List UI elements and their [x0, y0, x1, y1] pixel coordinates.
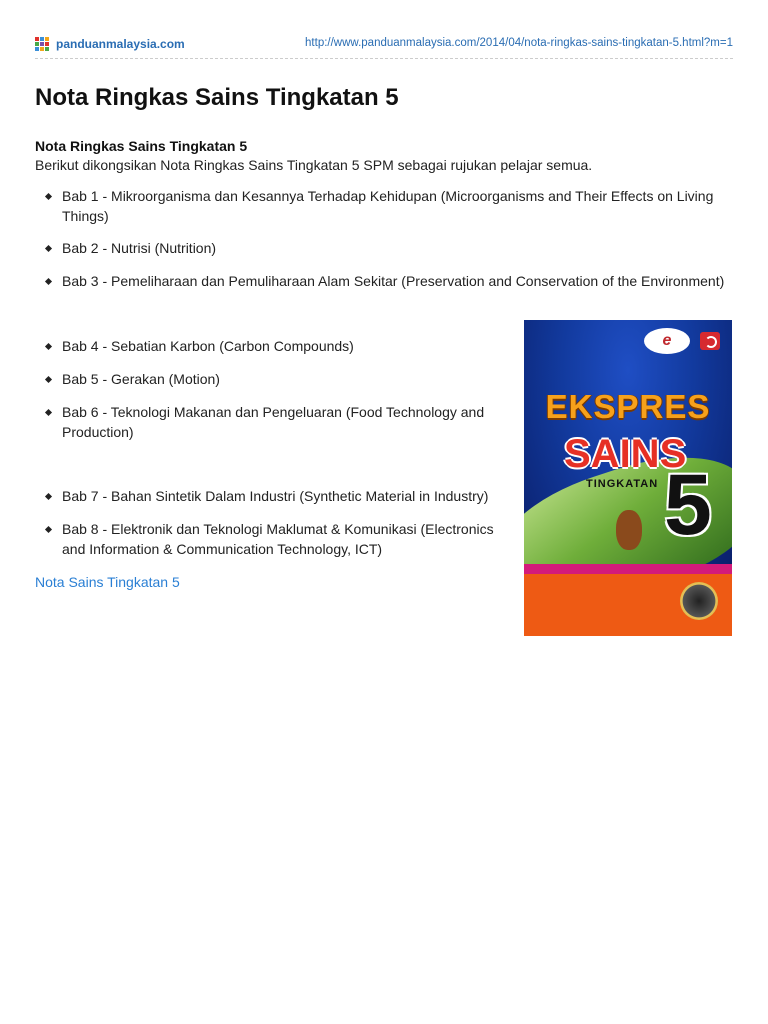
chapter-item [62, 272, 742, 292]
chapter-text: Bab 1 - Mikroorganisma dan Kesannya Terhadap Kehidupan (Microorganisms and Their Effects on Living Things) [62, 188, 714, 224]
favicon-square [45, 37, 49, 41]
bullet-icon [45, 343, 52, 350]
cover-level-number: 5 [664, 457, 712, 553]
favicon-square [45, 42, 49, 46]
favicon-square [45, 47, 49, 51]
chapter-text: Bab 5 - Gerakan (Motion) [62, 371, 220, 387]
cover-subject-title: SAINS [564, 432, 687, 476]
page-url[interactable]: http://www.panduanmalaysia.com/2014/04/nota-ringkas-sains-tingkatan-5.html?m=1 [305, 37, 733, 49]
favicon-square [35, 42, 39, 46]
chapter-item [62, 487, 512, 507]
bullet-icon [45, 245, 52, 252]
chapter-text: Bab 8 - Elektronik dan Teknologi Maklumat & Komunikasi (Electronics and Information & Communication Technology, ICT) [62, 521, 494, 557]
favicon-square [40, 42, 44, 46]
nota-sains-link[interactable]: Nota Sains Tingkatan 5 [35, 574, 180, 590]
chapter-item [62, 239, 742, 259]
chapter-item [62, 337, 512, 357]
ebook-badge: e [644, 328, 690, 354]
chapter-item [62, 370, 512, 390]
chapter-text: Bab 6 - Teknologi Makanan dan Pengeluaran (Food Technology and Production) [62, 404, 485, 440]
cover-series-title: EKSPRES [545, 388, 711, 425]
cover-level-label: TINGKATAN [586, 478, 659, 490]
cover-band [524, 564, 732, 574]
chapter-item [62, 403, 512, 442]
chapter-text: Bab 7 - Bahan Sintetik Dalam Industri (Synthetic Material in Industry) [62, 488, 489, 504]
favicon-square [40, 37, 44, 41]
chapter-text: Bab 2 - Nutrisi (Nutrition) [62, 240, 217, 256]
site-brand[interactable] [35, 37, 185, 51]
bullet-icon [45, 493, 52, 500]
bullet-icon [45, 526, 52, 533]
chapter-text: Bab 4 - Sebatian Karbon (Carbon Compounds) [62, 338, 354, 354]
chapter-item [62, 520, 512, 559]
dragonfly-graphic [616, 510, 642, 550]
bullet-icon [45, 409, 52, 416]
site-favicon-icon [35, 37, 49, 51]
bullet-icon [45, 278, 52, 285]
publisher-logo-icon [700, 332, 720, 350]
site-name[interactable]: panduanmalaysia.com [56, 37, 185, 51]
chapter-item [62, 187, 742, 226]
bullet-icon [45, 376, 52, 383]
article-subheading: Nota Ringkas Sains Tingkatan 5 [35, 138, 248, 154]
page-title: Nota Ringkas Sains Tingkatan 5 [35, 84, 399, 111]
chapter-text: Bab 3 - Pemeliharaan dan Pemuliharaan Alam Sekitar (Preservation and Conservation of the Environment) [62, 273, 725, 289]
page-header [35, 30, 733, 59]
favicon-square [35, 47, 39, 51]
article-intro: Berikut dikongsikan Nota Ringkas Sains Tingkatan 5 SPM sebagai rujukan pelajar semua. [35, 157, 593, 173]
favicon-square [40, 47, 44, 51]
book-cover-image [524, 320, 732, 636]
bullet-icon [45, 193, 52, 200]
favicon-square [35, 37, 39, 41]
cover-seal-icon [680, 582, 718, 620]
